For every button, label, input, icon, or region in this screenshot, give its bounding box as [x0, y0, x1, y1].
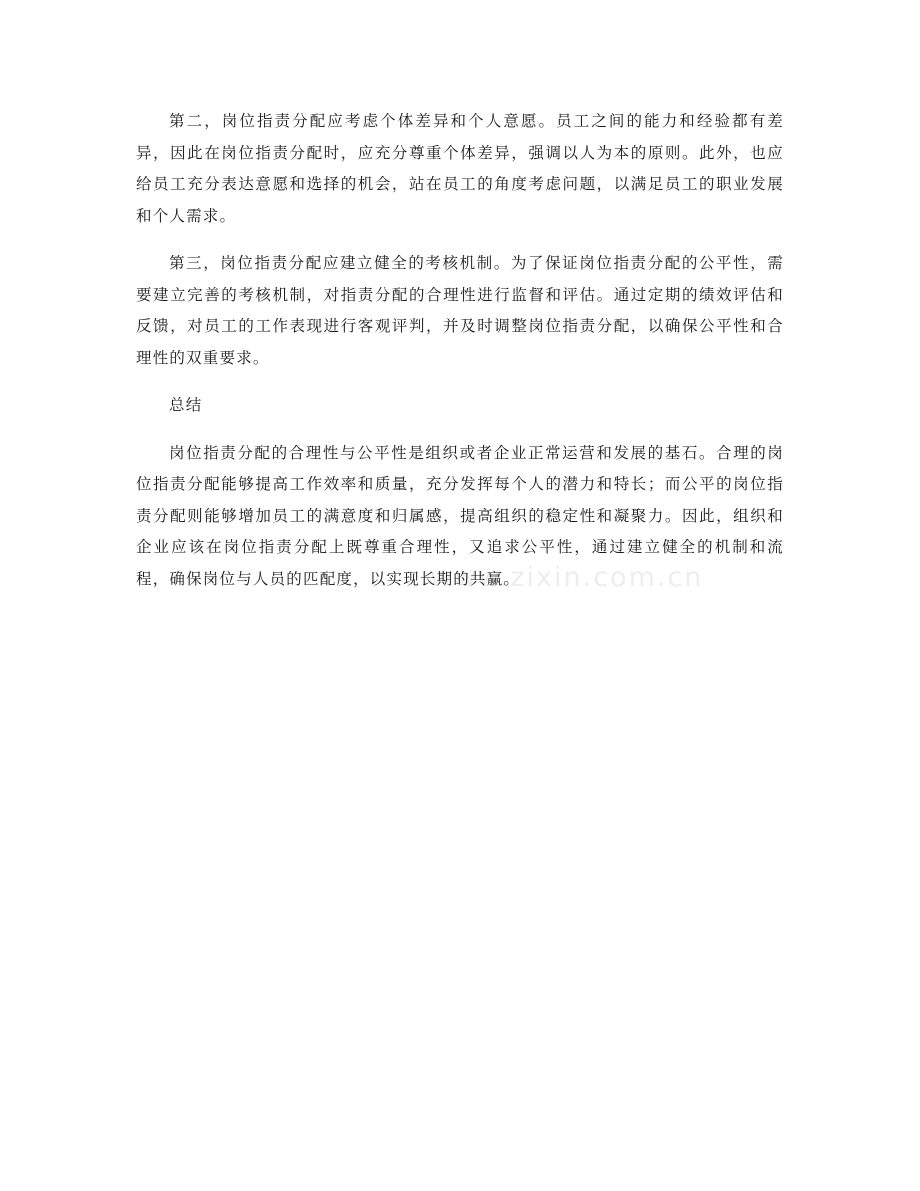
summary-paragraph: 岗位指责分配的合理性与公平性是组织或者企业正常运营和发展的基石。合理的岗位指责分配能够提高工作效率和质量，充分发挥每个人的潜力和特长；而公平的岗位指责分配则能够增加员工的满意度和归属感，提高组织的稳定性和凝聚力。因此，组织和企业应该在岗位指责分配上既尊重合理性，又追求公平性，通过建立健全的机制和流程，确保岗位与人员的匹配度，以实现长期的共赢。	[136, 443, 784, 588]
watermark: www.zixin.com.cn	[430, 562, 704, 593]
paragraph-third-point: 第三，岗位指责分配应建立健全的考核机制。为了保证岗位指责分配的公平性，需要建立完善的考核机制，对指责分配的合理性进行监督和评估。通过定期的绩效评估和反馈，对员工的工作表现进行客观评判，并及时调整岗位指责分配，以确保公平性和合理性的双重要求。	[136, 254, 784, 367]
paragraph-second-point: 第二，岗位指责分配应考虑个体差异和个人意愿。员工之间的能力和经验都有差异，因此在岗位指责分配时，应充分尊重个体差异，强调以人为本的原则。此外，也应给员工充分表达意愿和选择的机会，站在员工的角度考虑问题，以满足员工的职业发展和个人需求。	[136, 112, 784, 225]
document-body	[136, 106, 784, 595]
summary-heading: 总结	[169, 396, 203, 414]
